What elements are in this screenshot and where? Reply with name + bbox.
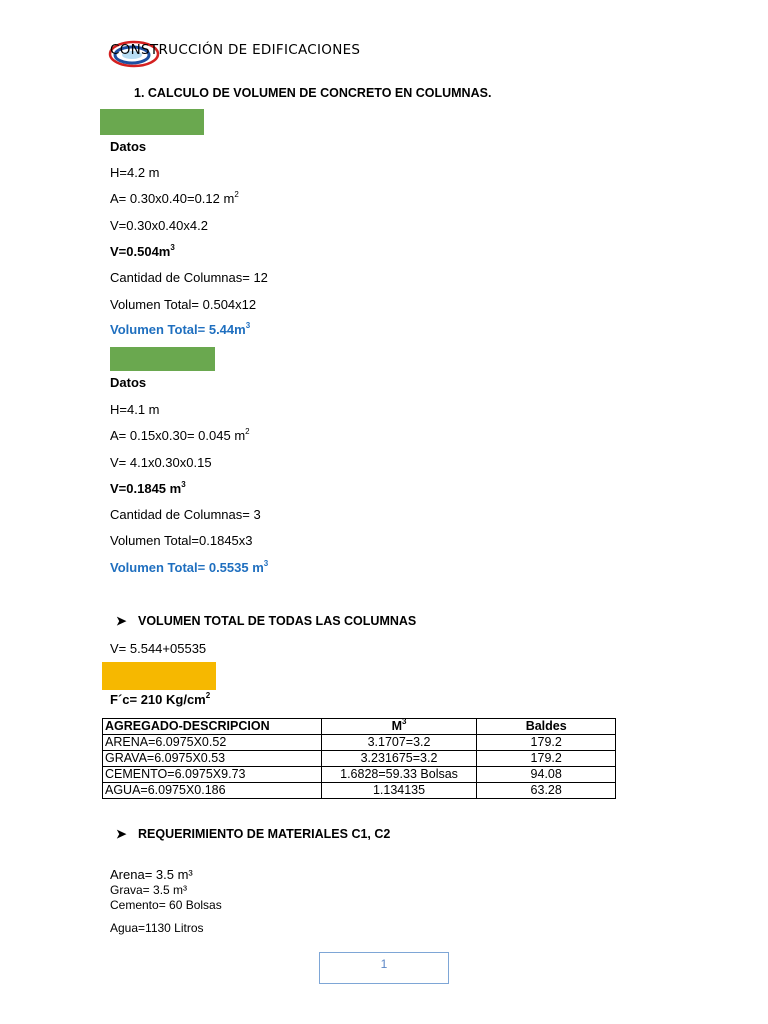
bullet-total-volume: ➤ VOLUMEN TOTAL DE TODAS LAS COLUMNAS (116, 614, 417, 628)
volume-result-2: V=0.1845 $m^3$ (110, 480, 186, 496)
table-header-row (103, 719, 616, 735)
header-m3: $M^3$ (321, 719, 477, 735)
cell-description: GRAVA=6.0975X0.53 (103, 751, 322, 767)
datos-label-2: Datos (110, 375, 147, 390)
cell-description: CEMENTO=6.0975X9.73 (103, 767, 322, 783)
cell-m3: 3.1707=3.2 (321, 735, 477, 751)
cell-baldes: 179.2 (477, 735, 616, 751)
area-value-2: A= 0.15x0.30= 0.045 $m^2$ (110, 427, 250, 443)
column-count-2: Cantidad de Columnas= 3 (110, 507, 261, 522)
area-value-1: A= 0.30x0.40=0.12 $m^2$ (110, 190, 239, 206)
green-label-bar-2 (110, 347, 215, 371)
height-value-2: H=4.1 m (110, 402, 160, 417)
cell-description: ARENA=6.0975X0.52 (103, 735, 322, 751)
height-value-1: H=4.2 m (110, 165, 160, 180)
cell-m3: 1.6828=59.33 Bolsas (321, 767, 477, 783)
bullet-material-requirements: ➤ REQUERIMIENTO DE MATERIALES C1, C2 (116, 827, 391, 841)
volume-result-1: $V=0.504m^3$ (110, 243, 175, 259)
volume-sum: V= 5.544+05535 (110, 641, 207, 656)
column-count-1: Cantidad de Columnas= 12 (110, 270, 268, 285)
header-baldes: Baldes (477, 719, 616, 735)
header-description: AGREGADO-DESCRIPCION (103, 719, 322, 735)
materials-table (102, 718, 616, 799)
material-cemento: Cemento= 60 Bolsas (110, 898, 222, 912)
concrete-strength: F´c= 210 $Kg/cm^2$ (110, 691, 211, 707)
total-volume-formula-1: Volumen Total= 0.504x12 (110, 297, 257, 312)
total-volume-result-2: Volumen Total= 0.5535 $m^3$ (110, 559, 269, 575)
volume-formula-2: V= 4.1x0.30x0.15 (110, 455, 212, 470)
arrow-bullet-icon: ➤ (116, 614, 127, 628)
table-row (103, 751, 616, 767)
green-label-bar-1 (100, 109, 204, 135)
material-grava: Grava= 3.5 m³ (110, 883, 188, 897)
page-number: 1 (319, 952, 449, 984)
cell-description: AGUA=6.0975X0.186 (103, 783, 322, 799)
cell-baldes: 94.08 (477, 767, 616, 783)
table-row (103, 735, 616, 751)
document-header-title: CONSTRUCCIÓN DE EDIFICACIONES (110, 42, 361, 58)
cell-m3: 3.231675=3.2 (321, 751, 477, 767)
total-volume-formula-2: Volumen Total=0.1845x3 (110, 533, 253, 548)
volume-formula-1: V=0.30x0.40x4.2 (110, 218, 208, 233)
arrow-bullet-icon: ➤ (116, 827, 127, 841)
material-agua: Agua=1130 Litros (110, 921, 204, 935)
section-title: 1. CALCULO DE VOLUMEN DE CONCRETO EN COLUMNAS. (134, 86, 492, 100)
table-row (103, 767, 616, 783)
table-row (103, 783, 616, 799)
total-volume-result-1: Volumen Total= $5.44m^3$ (110, 321, 251, 337)
cell-baldes: 63.28 (477, 783, 616, 799)
cell-baldes: 179.2 (477, 751, 616, 767)
material-arena: Arena= 3.5 m³ (110, 867, 193, 882)
cell-m3: 1.134135 (321, 783, 477, 799)
yellow-label-bar (102, 662, 216, 690)
datos-label-1: Datos (110, 139, 147, 154)
